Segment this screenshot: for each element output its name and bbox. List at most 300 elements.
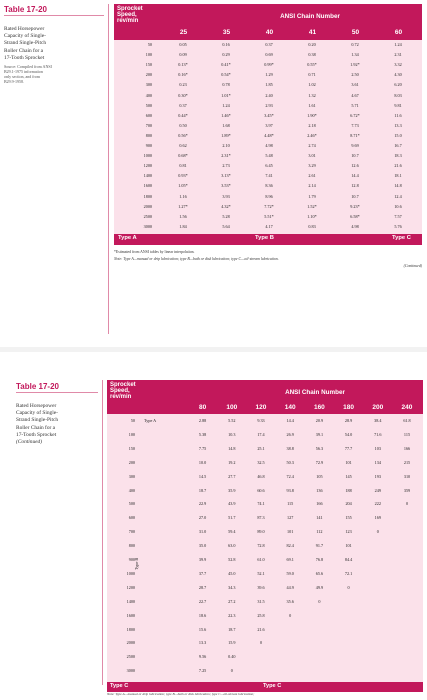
table-cell: 0.68*	[178, 153, 188, 159]
footer-type-c-left-bottom: Type C	[110, 683, 129, 689]
table-cell: 123	[345, 529, 352, 535]
caption-bottom	[16, 403, 100, 446]
table-cell: 141	[316, 515, 323, 521]
table-cell: 3.45*	[264, 112, 274, 118]
table-cell: 59.0	[286, 570, 294, 576]
caption-top	[4, 26, 104, 84]
table-cell: 7.41	[265, 173, 273, 179]
column-header-40: 40	[265, 29, 274, 36]
footnote-top: *Estimated from ANSI tables by linear interpolation.	[114, 250, 195, 254]
table-cell: 61.8	[403, 418, 411, 423]
table-cell: 127	[287, 515, 294, 521]
rpm-value: 400	[145, 92, 152, 98]
table-cell: 112	[316, 529, 323, 535]
table-cell: 72.8	[257, 543, 265, 549]
table-cell: 1.85	[265, 82, 273, 88]
rpm-value: 800	[128, 543, 135, 549]
caption-line-2: Strand Single-Pitch	[4, 40, 47, 47]
table-cell: 0.93*	[178, 173, 188, 179]
table-cell: 25.1	[257, 445, 265, 451]
table-cell: 204	[345, 501, 352, 507]
table-cell: 0.40	[228, 654, 236, 660]
table-cell: 0.69	[265, 52, 273, 58]
table-cell: 61.0	[257, 557, 265, 562]
table-cell: 26.9	[286, 431, 294, 437]
table-cell: 0.16*	[178, 72, 188, 78]
table-cell: 39.9	[198, 557, 207, 562]
table-cell: 3.61	[351, 82, 359, 88]
table-cell: 32.5	[257, 459, 265, 465]
table-cell: 4.32*	[221, 203, 231, 209]
table-cell: 19.2	[228, 459, 236, 465]
table-cell: 35.9	[228, 487, 236, 493]
table-cell: 0.41*	[221, 62, 231, 68]
rpm-value: 1000	[126, 570, 135, 576]
type-b-vertical-label: Type B	[134, 557, 139, 570]
table-cell: 1.05*	[178, 183, 188, 189]
table-cell: 0.20	[308, 42, 316, 47]
footer-type-c-top: Type C	[392, 235, 411, 241]
page-divider	[0, 347, 427, 352]
table-cell: 27.0	[198, 515, 207, 521]
table-cell: 1.61	[308, 102, 316, 108]
table-cell: 9.56	[198, 654, 207, 660]
table-cell: 101	[345, 543, 352, 549]
table-cell: 0.30*	[178, 92, 188, 98]
rpm-value: 800	[145, 132, 152, 138]
table-cell: 0	[405, 501, 409, 507]
table-cell: 8.71*	[350, 132, 360, 138]
table-cell: 10.0	[198, 459, 207, 465]
table-cell: 1.01*	[221, 92, 231, 98]
table-cell: 56.3	[315, 445, 324, 451]
table-cell: 1.24	[222, 102, 230, 108]
table-cell: 6.72*	[350, 112, 360, 118]
table-cell: 25.8	[257, 612, 265, 618]
sprocket-speed-line-0: Sprocket	[110, 382, 136, 388]
table-cell: 4.30	[394, 72, 402, 78]
table-cell: 7.25	[198, 668, 207, 674]
table-cell: 4.17	[265, 223, 273, 229]
rpm-value: 1800	[126, 626, 135, 632]
table-cell: 5.71	[351, 102, 359, 108]
table-cell: 87.3	[257, 515, 265, 521]
table-cell: 77.7	[344, 445, 353, 451]
column-header-120: 120	[255, 404, 267, 411]
table-cell: 18.7	[228, 626, 236, 632]
table-cell: 31.0	[198, 529, 207, 535]
table-cell: 18.7	[198, 487, 207, 493]
table-cell: 91.7	[315, 543, 324, 549]
table-cell: 14.4	[286, 418, 294, 423]
rpm-value: 3000	[143, 223, 152, 229]
caption-line-2: Strand Single-Pitch	[16, 417, 59, 424]
table-cell: 39.1	[315, 431, 324, 437]
table-cell: 134	[374, 459, 381, 465]
column-header-50: 50	[351, 29, 360, 36]
table-cell: 6.58*	[350, 213, 360, 219]
table-cell: 9.69	[351, 143, 359, 148]
table-cell: 0.23	[179, 82, 187, 88]
ansi-title-top: ANSI Chain Number	[280, 13, 340, 20]
footer-type-a-top: Type A	[118, 235, 137, 241]
table-cell: 0.83	[308, 223, 316, 229]
table-cell: 215	[403, 459, 411, 465]
table-cell: 65.6	[315, 570, 324, 576]
caption-line-4: 17-Tooth Sprocket	[16, 431, 57, 438]
table-cell: 72.4	[286, 473, 294, 479]
table-cell: 0.71	[308, 72, 316, 78]
table-cell: 43.9	[228, 501, 236, 507]
column-header-200: 200	[372, 404, 384, 411]
table-cell: 310	[403, 473, 411, 479]
table-cell: 166	[316, 501, 323, 507]
table-cell: 0	[259, 640, 263, 646]
column-header-35: 35	[222, 29, 231, 36]
table-cell: 45.0	[228, 570, 236, 576]
caption-line-0: Rated Horsepower	[4, 26, 45, 32]
table-cell: 115	[287, 501, 294, 507]
table-cell: 12.4	[394, 193, 402, 199]
table-cell: 6.20	[394, 82, 402, 88]
rpm-value: 150	[128, 445, 135, 451]
continued-label: (Continued)	[403, 264, 422, 268]
rpm-value: 1400	[126, 598, 135, 604]
table-cell: 35.0	[198, 543, 207, 549]
table-cell: 0.05	[179, 42, 187, 47]
rpm-value: 150	[145, 62, 152, 68]
caption-line-4: 17-Tooth Sprocket	[4, 54, 45, 61]
table-cell: 7.75	[198, 445, 207, 451]
rpm-value: 400	[128, 487, 135, 493]
table-cell: 71.6	[374, 431, 382, 437]
table-cell: 193	[374, 473, 381, 479]
table-cell: 2.61	[308, 173, 316, 179]
rpm-value: 1200	[126, 584, 135, 590]
rpm-value: 1600	[126, 612, 135, 618]
rpm-value: 300	[145, 82, 152, 88]
rpm-value: 2000	[126, 640, 135, 646]
table-cell: 3.13*	[221, 173, 231, 179]
rpm-value: 700	[128, 529, 135, 535]
column-header-140: 140	[284, 404, 296, 411]
rpm-value: 2500	[126, 654, 135, 660]
table-cell: 3.53*	[221, 183, 231, 189]
table-cell: 115	[403, 431, 411, 437]
rpm-value: 1200	[143, 163, 152, 169]
table-cell: 1.90*	[307, 112, 317, 118]
table-cell: 74.1	[257, 501, 265, 507]
table-cell: 27.7	[228, 473, 236, 479]
table-cell: 10.7	[351, 153, 359, 159]
table-cell: 49.9	[315, 584, 324, 590]
table-cell: 13.3	[394, 122, 402, 128]
rpm-value: 600	[145, 112, 152, 118]
table-cell: 51.7	[228, 515, 236, 521]
table-cell: 0.13*	[178, 62, 188, 68]
table-cell: 0.54*	[221, 72, 231, 78]
table-cell: 188	[345, 487, 352, 493]
table-cell: 22.9	[198, 501, 207, 507]
caption-line-3: Roller Chain for a	[4, 47, 44, 54]
column-header-180: 180	[343, 404, 355, 411]
caption-rule-top	[108, 4, 109, 334]
table-cell: 82.4	[286, 543, 294, 549]
table-cell: 2.74	[308, 143, 316, 148]
rpm-value: 100	[128, 431, 135, 437]
caption-rule-bottom	[102, 380, 103, 685]
table-cell: 5.52	[228, 418, 236, 423]
rpm-value: 2500	[143, 213, 152, 219]
table-cell: 34.3	[228, 584, 236, 590]
rpm-value: 1800	[143, 193, 152, 199]
table-cell: 15.6	[198, 626, 207, 632]
table-cell: 169	[374, 515, 381, 521]
table-cell: 0	[376, 529, 379, 535]
table-cell: 1.92*	[350, 62, 360, 68]
table-cell: 1.27*	[178, 203, 188, 209]
table-cell: 3.32	[394, 62, 402, 68]
source-line-1: B29.1-1975 information	[4, 69, 43, 75]
table-cell: 14.5	[198, 473, 207, 479]
table-cell: 2.10	[222, 143, 230, 148]
table-cell: 1.52*	[307, 203, 317, 209]
table-cell: 5.64	[222, 223, 230, 229]
source-line-3: B29.9-1958.	[4, 79, 24, 85]
table-cell: 18.3	[394, 153, 402, 159]
table-cell: 8.96	[265, 193, 273, 199]
table-cell: 0.16	[222, 42, 230, 47]
table-cell: 1.79	[308, 193, 316, 199]
table-cell: 59.4	[228, 529, 236, 535]
table-cell: 9.81	[394, 102, 402, 108]
rpm-value: 900	[128, 557, 135, 562]
table-cell: 35.6	[286, 598, 294, 604]
table-cell: 1.24	[394, 42, 402, 47]
table-cell: 38.4	[374, 418, 382, 423]
table-cell: 1.32	[308, 92, 316, 98]
table-cell: 0.56*	[178, 132, 188, 138]
table-cell: 15.9	[228, 640, 236, 646]
table-cell: 31.5	[257, 598, 265, 604]
table-cell: 72.1	[344, 570, 353, 576]
table-cell: 1.46*	[221, 112, 231, 118]
table-cell: 1.10*	[307, 213, 317, 219]
table-cell: 0.78	[222, 82, 230, 88]
label-underline-bottom	[16, 392, 98, 393]
table-cell: 13.3	[198, 640, 207, 646]
table-cell: 52.8	[228, 557, 236, 562]
table-cell: 93.8	[286, 487, 294, 493]
rpm-value: 1600	[143, 183, 152, 189]
table-cell: 0	[347, 584, 350, 590]
table-cell: 7.57	[394, 213, 402, 219]
rpm-value: 600	[128, 515, 135, 521]
rpm-value: 900	[145, 143, 152, 148]
table-cell: 6.45	[265, 163, 273, 169]
table-cell: 0.44*	[178, 112, 188, 118]
table-cell: 4.98	[265, 143, 273, 148]
rpm-value: 200	[145, 72, 152, 78]
rpm-value: 300	[128, 473, 135, 479]
table-cell: 89.0	[257, 529, 265, 535]
table-cell: 0.37	[179, 102, 187, 108]
footer-type-c-right-bottom: Type C	[263, 683, 282, 689]
table-cell: 1.02	[308, 82, 316, 88]
table-cell: 22.7	[198, 598, 207, 604]
table-cell: 0.50	[179, 122, 187, 128]
table-cell: 69.1	[286, 557, 294, 562]
ansi-title-bottom: ANSI Chain Number	[285, 389, 345, 396]
rpm-value: 50	[147, 42, 152, 47]
caption-line-0: Rated Horsepower	[16, 403, 57, 409]
table-cell: 20.9	[315, 418, 324, 423]
table-cell: 1.29	[265, 72, 273, 78]
rpm-value: 50	[130, 418, 135, 423]
table-cell: 2.18	[308, 122, 316, 128]
caption-line-1: Capacity of Single-	[4, 33, 46, 40]
table-cell: 103	[374, 445, 381, 451]
table-cell: 38.8	[286, 445, 294, 451]
footer-type-b-top: Type B	[255, 235, 274, 241]
table-cell: 76.8	[315, 557, 324, 562]
table-cell: 2.46*	[307, 132, 317, 138]
rpm-value: 500	[128, 501, 135, 507]
table-cell: 2.88	[198, 418, 207, 423]
table-cell: 9.23*	[350, 203, 360, 209]
table-cell: 1.34	[351, 52, 359, 58]
column-header-160: 160	[313, 404, 325, 411]
column-header-60: 60	[394, 29, 403, 36]
table-cell: 39.6	[257, 584, 265, 590]
table-cell: 9.33	[257, 418, 265, 423]
type-a-label-bottom: Type A	[144, 418, 157, 423]
table-cell: 0.09	[179, 52, 187, 58]
table-cell: 5.76	[394, 223, 402, 229]
table-cell: 28.7	[198, 584, 207, 590]
table-cell: 4.98	[351, 223, 359, 229]
table-cell: 0	[318, 598, 321, 604]
table-cell: 145	[345, 473, 352, 479]
label-underline-top	[4, 15, 104, 16]
table-cell: 4.67	[351, 92, 359, 98]
table-cell: 0.29	[222, 52, 230, 58]
table-cell: 166	[403, 445, 411, 451]
table-cell: 2.50	[351, 72, 359, 78]
table-cell: 72.9	[315, 459, 324, 465]
table-cell: 0.99*	[264, 62, 274, 68]
table-cell: 27.2	[228, 598, 236, 604]
table-cell: 2.40	[265, 92, 273, 98]
table-cell: 28.9	[344, 418, 353, 423]
table-cell: 0	[230, 668, 233, 674]
sprocket-speed-line-2: rev/min	[110, 394, 132, 400]
table-cell: 21.6	[394, 163, 402, 169]
rpm-value: 3000	[126, 668, 135, 674]
table-cell: 14.8	[228, 445, 236, 451]
table-cell: 60.6	[257, 487, 265, 493]
table-cell: 136	[316, 487, 323, 493]
rpm-value: 200	[128, 459, 135, 465]
table-label-bottom: Table 17-20	[16, 382, 59, 391]
table-cell: 7.72*	[264, 203, 274, 209]
rpm-value: 500	[145, 102, 152, 108]
table-cell: 2.93	[265, 102, 273, 108]
table-cell: 5.28	[222, 213, 230, 219]
table-cell: 15.0	[394, 132, 402, 138]
table-cell: 105	[316, 473, 323, 479]
table-cell: 0.72	[351, 42, 359, 47]
rpm-value: 1000	[143, 153, 152, 159]
table-cell: 1.68	[222, 122, 230, 128]
table-cell: 3.01	[308, 153, 316, 159]
rpm-value: 700	[145, 122, 152, 128]
table-cell: 2.31*	[221, 153, 231, 159]
table-cell: 155	[345, 515, 352, 521]
table-cell: 1.56	[179, 213, 187, 219]
source-line-0: Source: Compiled from ANSI	[4, 64, 52, 70]
table-cell: 50.3	[286, 459, 294, 465]
note-bottom: Note: Type A—manual or drip lubrication; type B—bath or disk lubrication; type C—oil-stream lubrication;	[107, 693, 255, 696]
table-cell: 2.14	[308, 183, 316, 189]
note-top: Note: Type A—manual or drip lubrication; type B—bath or disk lubrication; type C—oil-stream lubrication.	[114, 257, 279, 261]
table-cell: 21.6	[257, 626, 265, 632]
table-cell: 5.51*	[264, 213, 274, 219]
source-line-2: only section, and from	[4, 74, 40, 80]
caption-line-3: Roller Chain for a	[16, 424, 56, 431]
table-cell: 8.03	[394, 92, 402, 98]
table-cell: 2.31	[394, 52, 402, 58]
table-cell: 16.7	[394, 143, 402, 148]
sprocket-speed-header-top	[114, 4, 160, 40]
table-cell: 222	[374, 501, 381, 507]
table-cell: 3.97	[265, 122, 273, 128]
column-header-80: 80	[198, 404, 207, 411]
table-cell: 3.29	[308, 163, 316, 169]
table-cell: 12.8	[351, 183, 359, 189]
table-cell: 10.6	[394, 203, 402, 209]
rpm-value: 1400	[143, 173, 152, 179]
column-header-41: 41	[308, 29, 317, 36]
table-cell: 10.3	[228, 431, 236, 437]
rpm-value: 2000	[143, 203, 152, 209]
table-cell: 8.36	[265, 183, 273, 189]
sprocket-speed-line-2: rev/min	[117, 18, 139, 24]
table-cell: 1.89*	[221, 132, 231, 138]
table-cell: 0.37	[265, 42, 273, 47]
table-cell: 0	[289, 612, 292, 618]
table-cell: 14.4	[351, 173, 359, 179]
sprocket-speed-header-bottom	[107, 380, 153, 414]
table-cell: 14.8	[394, 183, 402, 189]
table-cell: 101	[287, 529, 294, 535]
table-cell: 5.38	[198, 431, 207, 437]
table-cell: 7.73	[351, 122, 359, 128]
column-header-100: 100	[226, 404, 238, 411]
table-cell: 0.55*	[307, 62, 317, 68]
table-cell: 18.6	[198, 612, 207, 618]
table-cell: 17.4	[257, 431, 265, 437]
table-cell: 18.1	[394, 173, 402, 179]
sprocket-speed-line-1: Speed,	[117, 12, 137, 18]
sprocket-speed-line-0: Sprocket	[117, 6, 143, 12]
table-cell: 52.1	[257, 570, 265, 576]
continued-caption-bottom: (Continued)	[16, 439, 43, 446]
column-header-240: 240	[401, 404, 413, 411]
table-cell: 10.7	[351, 193, 359, 199]
table-cell: 5.48	[265, 153, 273, 159]
table-cell: 44.9	[286, 584, 294, 590]
